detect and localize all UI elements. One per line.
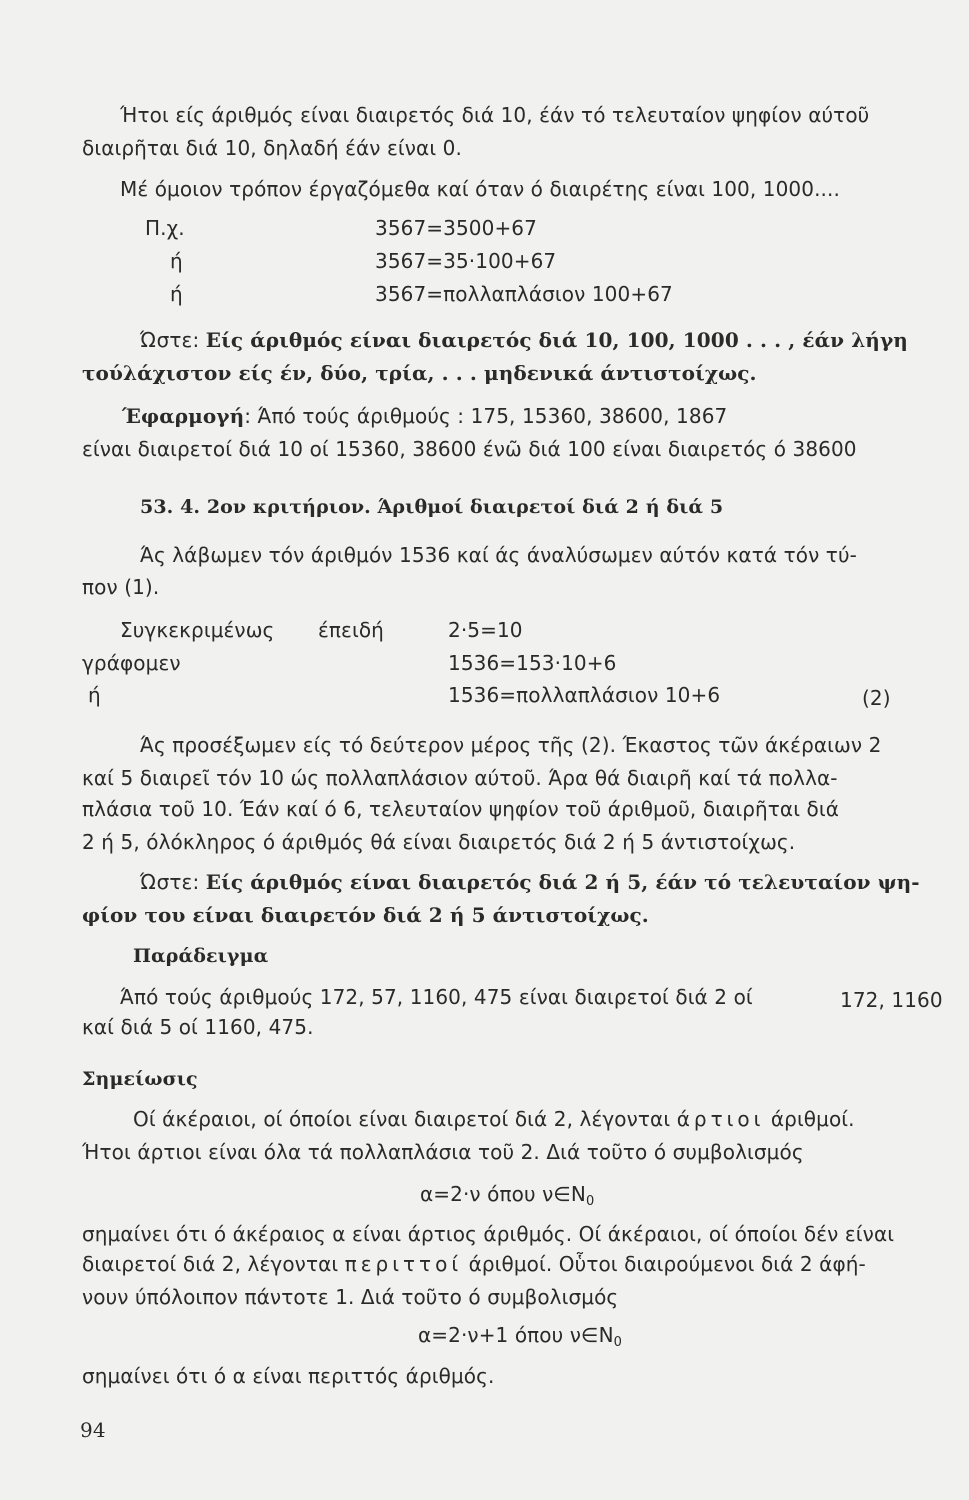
text-line: Άπό τούς άριθμούς 172, 57, 1160, 475 είναι διαιρετοί διά 2 οί xyxy=(120,985,753,1009)
formula xyxy=(418,1323,622,1355)
or-label: ή xyxy=(88,683,101,707)
application-line xyxy=(122,404,727,428)
equation: 2·5=10 xyxy=(448,618,523,642)
text-line: 172, 1160 xyxy=(840,988,943,1012)
text-segment: Οί άκέραιοι, οί όποίοι είναι διαιρετοί διά 2, λέγονται xyxy=(133,1107,671,1131)
text-line: καί διά 5 οί 1160, 475. xyxy=(82,1015,314,1039)
equation-number: (2) xyxy=(862,686,891,710)
example-heading: Παράδειγμα xyxy=(133,945,269,967)
text-line xyxy=(133,1107,855,1131)
rule-text: Είς άριθμός είναι διαιρετός διά 2 ή 5, έάν τό τελευταίον ψη- xyxy=(205,870,920,894)
text-line: καί 5 διαιρεῖ τόν 10 ώς πολλαπλάσιον αύτοῦ. Άρα θά διαιρῆ καί τά πολλα- xyxy=(82,766,838,790)
text-line: Ήτοι άρτιοι είναι όλα τά πολλαπλάσια τοῦ 2. Διά τοῦτο ό συμβολισμός xyxy=(82,1140,804,1164)
formula-text: α=2·ν+1 όπου ν∈N xyxy=(418,1323,614,1347)
rule-intro: Ώστε: xyxy=(140,328,206,352)
text-segment: άριθμοί. Οὗτοι διαιρούμενοι διά 2 άφή- xyxy=(468,1252,866,1276)
application-label: Έφαρμογή xyxy=(122,404,245,428)
text-line: πλάσια τοῦ 10. Έάν καί ό 6, τελευταίον ψηφίον τοῦ άριθμοῦ, διαιρῆται διά xyxy=(82,797,840,821)
equation: 1536=πολλαπλάσιον 10+6 xyxy=(448,683,721,707)
rule-intro: Ώστε: xyxy=(140,870,206,894)
example-equation: 3567=3500+67 xyxy=(375,216,537,240)
formula-subscript: 0 xyxy=(613,1335,623,1350)
rule-text: φίον του είναι διαιρετόν διά 2 ή 5 άντιστοίχως. xyxy=(82,903,649,927)
example-equation: 3567=πολλαπλάσιον 100+67 xyxy=(375,282,673,306)
text-line: σημαίνει ότι ό α είναι περιττός άριθμός. xyxy=(82,1364,495,1388)
text-line: 2 ή 5, όλόκληρος ό άριθμός θά είναι διαιρετός διά 2 ή 5 άντιστοίχως. xyxy=(82,830,796,854)
text-segment: διαιρετοί διά 2, λέγονται xyxy=(82,1252,339,1276)
text-line: σημαίνει ότι ό άκέραιος α είναι άρτιος άριθμός. Οί άκέραιοι, οί όποίοι δέν είναι xyxy=(82,1222,895,1246)
rule-text: Είς άριθμός είναι διαιρετός διά 10, 100, 1000 . . . , έάν λήγη xyxy=(205,328,908,352)
or-label: ή xyxy=(170,282,183,306)
text-line: Άς λάβωμεν τόν άριθμόν 1536 καί άς άναλύσωμεν αύτόν κατά τόν τύ- xyxy=(140,543,857,567)
example-label: Π.χ. xyxy=(145,216,185,240)
text-line: έπειδή xyxy=(318,618,384,642)
text-line: διαιρῆται διά 10, δηλαδή έάν είναι 0. xyxy=(82,136,462,160)
text-line: Ήτοι είς άριθμός είναι διαιρετός διά 10, έάν τό τελευταίον ψηφίον αύτοῦ xyxy=(120,103,870,127)
term-word: άρτιοι xyxy=(676,1107,765,1131)
application-text: : Άπό τούς άριθμούς : 175, 15360, 38600, 1867 xyxy=(244,404,728,428)
text-line: Συγκεκριμένως xyxy=(120,618,275,642)
page-number: 94 xyxy=(80,1418,106,1442)
text-line xyxy=(82,1252,866,1276)
rule-line xyxy=(140,870,920,894)
example-equation: 3567=35·100+67 xyxy=(375,249,557,273)
formula-text: α=2·ν όπου ν∈N xyxy=(420,1182,586,1206)
formula xyxy=(420,1182,594,1214)
equation: 1536=153·10+6 xyxy=(448,651,617,675)
term-word: περιττοί xyxy=(344,1252,463,1276)
text-line: πον (1). xyxy=(82,575,160,599)
text-line: Μέ όμοιον τρόπον έργαζόμεθα καί όταν ό διαιρέτης είναι 100, 1000.... xyxy=(120,177,840,201)
text-line: Άς προσέξωμεν είς τό δεύτερον μέρος τῆς (2). Έκαστος τῶν άκέραιων 2 xyxy=(140,733,882,757)
rule-text: τούλάχιστον είς έν, δύο, τρία, . . . μηδενικά άντιστοίχως. xyxy=(82,361,757,385)
text-line: είναι διαιρετοί διά 10 οί 15360, 38600 ένῶ διά 100 είναι διαιρετός ό 38600 xyxy=(82,437,857,461)
section-heading: 53. 4. 2ον κριτήριον. Άριθμοί διαιρετοί διά 2 ή διά 5 xyxy=(140,496,724,518)
text-line: γράφομεν xyxy=(82,651,181,675)
text-line: νουν ύπόλοιπον πάντοτε 1. Διά τοῦτο ό συμβολισμός xyxy=(82,1285,619,1309)
formula-subscript: 0 xyxy=(585,1194,595,1209)
or-label: ή xyxy=(170,249,183,273)
text-segment: άριθμοί. xyxy=(770,1107,855,1131)
note-heading: Σημείωσις xyxy=(82,1068,198,1090)
rule-line xyxy=(140,328,908,352)
